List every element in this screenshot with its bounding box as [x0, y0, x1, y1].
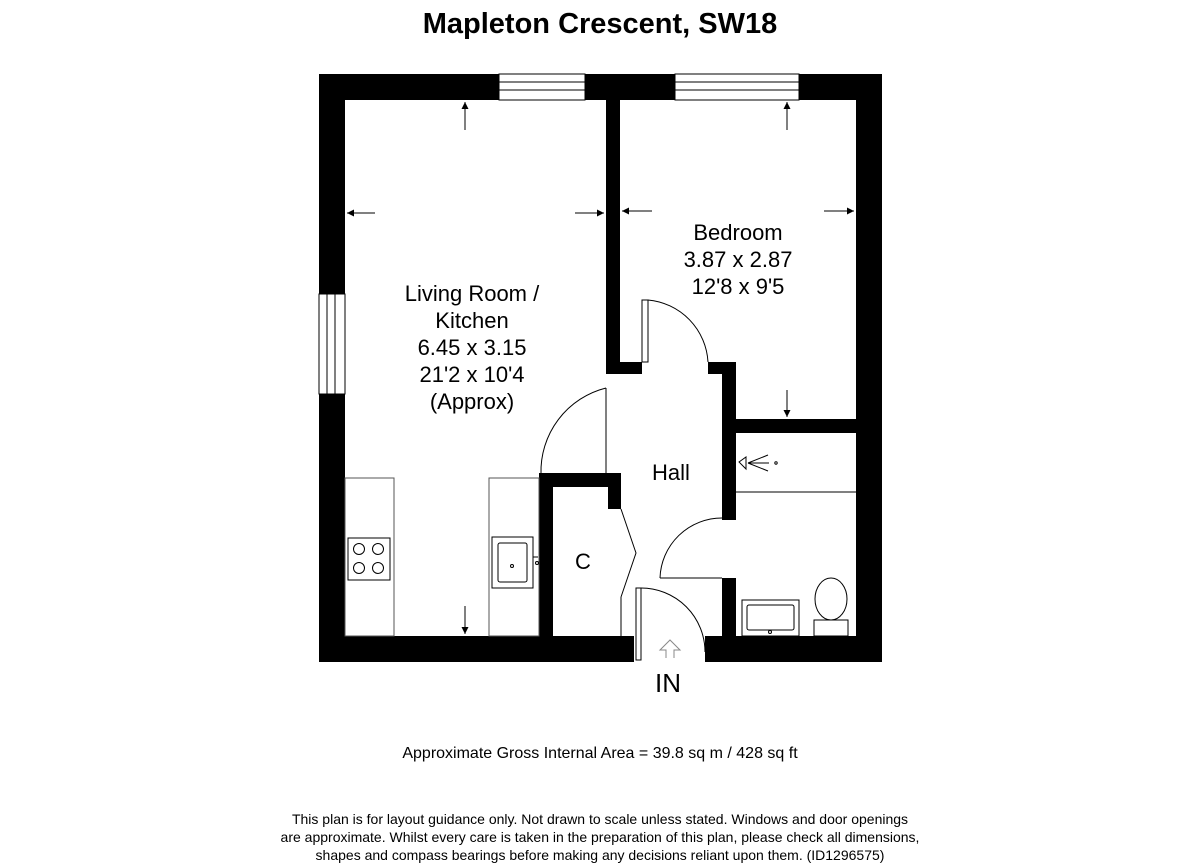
wall-left-lower — [319, 394, 345, 662]
hob-icon — [348, 538, 390, 580]
door-cupboard — [621, 509, 636, 636]
wall-bottom-left — [319, 636, 634, 662]
room-label-hall: Hall — [652, 460, 690, 485]
living-name-line1: Living Room / — [404, 281, 540, 306]
disclaimer-line-3: shapes and compass bearings before making any decisions reliant upon them. (ID1296575) — [315, 847, 885, 863]
living-name-line2: Kitchen — [435, 308, 509, 333]
door-bathroom — [660, 518, 722, 578]
shower-head-icon — [739, 455, 777, 471]
counter-left — [345, 478, 394, 636]
living-metric: 6.45 x 3.15 — [417, 335, 527, 360]
kitchen-sink-icon — [492, 537, 539, 588]
wall-hall-right-upper — [722, 362, 736, 520]
toilet-icon — [814, 578, 848, 636]
living-imperial: 21'2 x 10'4 — [419, 362, 525, 387]
wall-living-bedroom — [606, 100, 620, 372]
gross-internal-area: Approximate Gross Internal Area = 39.8 sq m / 428 sq ft — [402, 745, 798, 762]
wall-cupboard-right — [608, 473, 621, 509]
room-label-bedroom — [638, 219, 838, 300]
wall-left-upper — [319, 74, 345, 294]
window-living-left — [319, 294, 345, 394]
bedroom-name: Bedroom — [693, 220, 783, 245]
wall-cupboard-left — [539, 473, 553, 662]
counter-right — [489, 478, 539, 636]
wall-top-left — [319, 74, 499, 100]
window-bedroom-top — [675, 74, 799, 100]
living-approx-note: (Approx) — [429, 389, 515, 414]
disclaimer-line-2: are approximate. Whilst every care is taken in the preparation of this plan, please check all dimensions, — [280, 829, 920, 845]
bedroom-imperial: 12'8 x 9'5 — [691, 274, 785, 299]
wall-hall-stub-left — [606, 362, 642, 374]
wall-bedroom-bath — [722, 419, 882, 433]
kitchen-units — [345, 478, 539, 636]
wall-hall-right-lower — [722, 578, 736, 662]
bathroom-fixtures — [739, 455, 848, 636]
room-label-living — [372, 280, 572, 415]
window-living-top — [499, 74, 585, 100]
disclaimer-line-1: This plan is for layout guidance only. Not drawn to scale unless stated. Windows and door openings — [291, 811, 909, 827]
plan-title: Mapleton Crescent, SW18 — [422, 8, 778, 40]
disclaimer — [0, 810, 1200, 864]
bedroom-metric: 3.87 x 2.87 — [683, 247, 793, 272]
room-label-cupboard: C — [575, 549, 591, 574]
wall-top-mid — [585, 74, 675, 100]
entrance-label: IN — [655, 668, 681, 698]
basin-icon — [742, 600, 799, 636]
wall-right — [856, 74, 882, 662]
entrance-arrow-icon — [660, 640, 680, 658]
door-bedroom — [642, 300, 708, 362]
